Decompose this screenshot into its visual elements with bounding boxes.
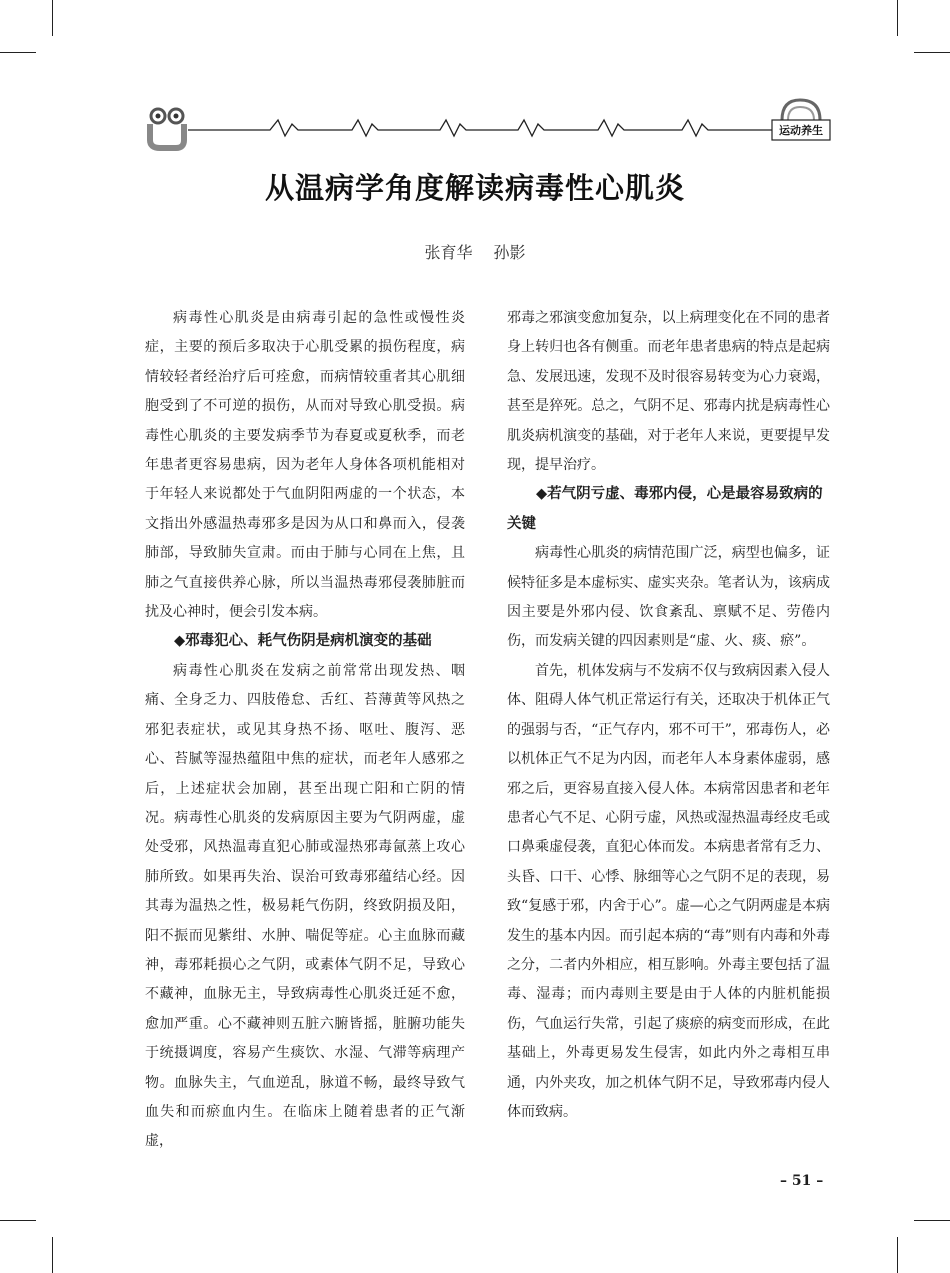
author-name: 张育华 [424,243,473,262]
paragraph: 首先，机体发病与不发病不仅与致病因素入侵人体、阻碍人体气机正常运行有关，还取决于机体正气的强弱与否，“正气存内，邪不可干”，邪毒伤人，必以机体正气不足为内因，而老年人本身素体虚弱，感邪之后，更容易直接入侵人体。本病常因患者和老年患者心气不足、心阴亏虚，风热或湿热温毒经皮毛或口鼻乘虚侵袭，直犯心体而发。本病患者常有乏力、头昏、口干、心悸、脉细等心之气阴不足的表现，易致“复感于邪，内舍于心”。虚—心之气阴两虚是本病发生的基本内因。而引起本病的“毒”则有内毒和外毒之分，二者内外相应，相互影响。外毒主要包括了温毒、湿毒；而内毒则主要是由于人体的内脏机能损伤，气血运行失常，引起了痰瘀的病变而形成，在此基础上，外毒更易发生侵害，如此内外之毒相互串通，内外夹攻，加之机体气阴不足，导致邪毒内侵人体而致病。 [507,662,830,1120]
header-decoration [140,96,840,156]
right-column [507,304,830,1127]
section-tag-icon [772,100,830,140]
author-name: 孙影 [493,243,526,262]
crop-mark [52,1237,53,1273]
section-tag-label: 运动养生 [779,124,823,137]
crop-mark [0,1220,36,1221]
paragraph: 病毒性心肌炎的病情范围广泛，病型也偏多，证候特征多是本虚标实、虚实夹杂。笔者认为，该病成因主要是外邪内侵、饮食紊乱、禀赋不足、劳倦内伤，而发病关键的四因素则是“虚、火、痰、瘀”。 [507,545,830,650]
heartbeat-line [188,120,772,136]
crop-mark [52,0,53,36]
magazine-logo-icon [150,109,184,148]
article-title: 从温病学角度解读病毒性心肌炎 [264,171,685,205]
section-heading: ◆邪毒犯心、耗气伤阴是病机演变的基础 [174,633,432,650]
left-column [145,304,465,1157]
section-heading: ◆若气阴亏虚、毒邪内侵，心是最容易致病的关键 [507,486,823,532]
article-authors [0,240,950,263]
crop-mark [0,52,36,53]
crop-mark [914,1220,950,1221]
crop-mark [897,0,898,36]
crop-mark [914,52,950,53]
paragraph: 病毒性心肌炎在发病之前常常出现发热、咽痛、全身乏力、四肢倦怠、舌红、苔薄黄等风热之邪犯表症状，或见其身热不扬、呕吐、腹泻、恶心、苔腻等湿热蕴阻中焦的症状，而老年人感邪之后，上述症状会加剧，甚至出现亡阳和亡阴的情况。病毒性心肌炎的发病原因主要为气阴两虚，虚处受邪，风热温毒直犯心肺或湿热邪毒氤蒸上攻心肺所致。如果再失治、误治可致毒邪蕴结心经。因其毒为温热之性，极易耗气伤阴，终致阴损及阳，阳不振而见紫绀、水肿、喘促等症。心主血脉而藏神，毒邪耗损心之气阴，或素体气阴不足，导致心不藏神，血脉无主，导致病毒性心肌炎迁延不愈，愈加严重。心不藏神则五脏六腑皆摇，脏腑功能失于统摄调度，容易产生痰饮、水湿、气滞等病理产物。血脉失主，气血逆乱，脉道不畅，最终导致气血失和而瘀血内生。在临床上随着患者的正气渐虚， [145,662,465,1150]
paragraph: 病毒性心肌炎是由病毒引起的急性或慢性炎症，主要的预后多取决于心肌受累的损伤程度，病情较轻者经治疗后可痊愈，而病情较重者其心肌细胞受到了不可逆的损伤，从而对导致心肌受损。病毒性心肌炎的主要发病季节为春夏或夏秋季，而老年患者更容易患病，因为老年人身体各项机能相对于年轻人来说都处于气血阴阳两虚的一个状态，本文指出外感温热毒邪多是因为从口和鼻而入，侵袭肺部，导致肺失宣肃。而由于肺与心同在上焦，且肺之气直接供养心脉，所以当温热毒邪侵袭肺脏而扰及心神时，便会引发本病。 [145,310,465,621]
page-number: – 51 – [780,1173,824,1189]
paragraph: 邪毒之邪演变愈加复杂，以上病理变化在不同的患者身上转归也各有侧重。而老年患者患病的特点是起病急、发展迅速，发现不及时很容易转变为心力衰竭，甚至是猝死。总之，气阴不足、邪毒内扰是病毒性心肌炎病机演变的基础，对于老年人来说，更要提早发现，提早治疗。 [507,310,830,474]
crop-mark [897,1237,898,1273]
